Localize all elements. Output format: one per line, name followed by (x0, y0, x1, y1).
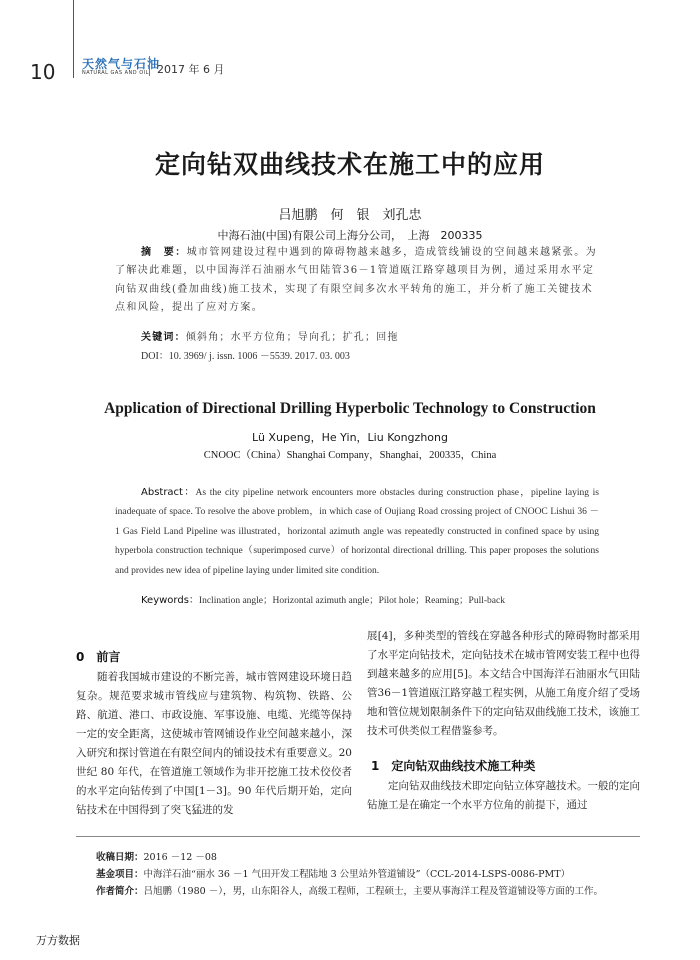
abstract-en-label: Abstract： (141, 487, 196, 498)
page-number: 10 (30, 60, 56, 84)
paper-title-cn: 定向钻双曲线技术在施工中的应用 (154, 150, 545, 179)
footnote-author-value: 吕旭鹏（1980 －），男，山东阳谷人，高级工程师，工程硕士，主要从事海洋工程及管道铺设等方面的工作。 (143, 886, 603, 897)
intro-paragraph-continued: 展[4]，多种类型的管线在穿越各种形式的障碍物时都采用了水平定向钻技术，定向钻技术在城市管网安装工程中也得到越来越多的应用[5]。本文结合中国海洋石油丽水气田陆管36－1管道瓯江路穿越工程实例，从施工角度介绍了受场地和管位规划限制条件下的定向钻双曲线施工技术，该施工技术可供类似工程借鉴参考。 (367, 630, 640, 737)
journal-name-cn: 天然气与石油 (82, 57, 161, 71)
header-divider (73, 0, 74, 78)
footnote-rule (76, 836, 640, 837)
keywords-en-text: Inclination angle；Horizontal azimuth angle；Pilot hole；Reaming；Pull-back (198, 596, 505, 606)
journal-name-en: NATURAL GAS AND OIL (82, 70, 149, 76)
footnote-author-label: 作者简介： (96, 886, 144, 897)
footnote-author (96, 883, 603, 897)
keywords-cn (141, 328, 399, 343)
intro-paragraph: 随着我国城市建设的不断完善，城市管网建设环境日趋复杂。规范要求城市管线应与建筑物、构筑物、铁路、公路、航道、港口、市政设施、军事设施、电缆、光缆等保持一定的安全距离，这使城市管网铺设作业空间越来越小，深入研究和探讨管道在有限空间内的铺设技术有重要意义。20 世纪 80 年代，在管道施工领域作为非开挖施工技术佼佼者的水平定向钻传到了中国[1－3]。90 年代后期开始，定向钻技术在中国得到了突飞猛进的发 (76, 671, 352, 816)
abstract-en (115, 483, 599, 581)
abstract-cn-label: 摘 要： (141, 247, 187, 258)
section-1-paragraph: 定向钻双曲线技术即定向钻立体穿越技术。一般的定向钻施工是在确定一个水平方位角的前提下，通过 (367, 780, 640, 811)
affiliation-en: CNOOC（China）Shanghai Company，Shanghai，200335，China (203, 450, 497, 461)
affiliation-cn: 中海石油(中国)有限公司上海分公司， 上海 200335 (217, 229, 483, 242)
section-heading-intro: 0 前言 (76, 650, 121, 664)
footnote-received-label: 收稿日期： (96, 852, 144, 863)
section-heading-1: 1 定向钻双曲线技术施工种类 (371, 759, 536, 773)
keywords-cn-label: 关键词： (141, 332, 186, 343)
footnote-fund-value: 中海洋石油“丽水 36 －1 气田开发工程陆地 3 公里站外管道铺设”（CCL-2014-LSPS-0086-PMT） (143, 869, 571, 880)
abstract-cn (115, 244, 599, 318)
abstract-en-text: As the city pipeline network encounters more obstacles during construction phase，pipeline laying is inadequate of space. To resolve the above problem，in which case of Oujiang Road crossing project of CNOOC Lishui 36 － 1 Gas Field Land Pipeline was illustrated，horizontal azimuth angle was repeatedly constructed in confined space by using hyperbola construction technique（superimposed curve）of horizontal directional drilling. This paper proposes the solutions and provides new idea of pipeline laying under limited site condition. (115, 488, 599, 576)
footnote-fund-label: 基金项目： (96, 869, 144, 880)
authors-en: Lü Xupeng，He Yin，Liu Kongzhong (252, 431, 448, 444)
footnote-fund (96, 866, 570, 880)
footnote-received (96, 849, 217, 863)
footnote-received-value: 2016 －12 －08 (143, 852, 217, 863)
issue-date: 2017 年 6 月 (157, 63, 225, 76)
abstract-cn-text: 城市管网建设过程中遇到的障碍物越来越多，造成管线铺设的空间越来越紧张。为了解决此难题，以中国海洋石油丽水气田陆管36－1管道瓯江路穿越项目为例，通过采用水平定向钻双曲线(叠加曲线)施工技术，实现了有限空间多次水平转角的施工，并分析了施工关键技术点和风险，提出了应对方案。 (115, 247, 598, 314)
keywords-en (141, 591, 505, 606)
authors-cn: 吕旭鹏 何 银 刘孔忠 (278, 208, 422, 223)
paper-title-en: Application of Directional Drilling Hyperbolic Technology to Construction (104, 400, 596, 417)
watermark-text: 万方数据 (36, 934, 80, 947)
header-divider-2 (149, 56, 150, 76)
keywords-cn-text: 倾斜角；水平方位角；导向孔；扩孔；回拖 (185, 332, 399, 343)
keywords-en-label: Keywords： (141, 595, 199, 606)
doi: DOI：10. 3969/ j. issn. 1006 －5539. 2017. 03. 003 (141, 351, 350, 362)
